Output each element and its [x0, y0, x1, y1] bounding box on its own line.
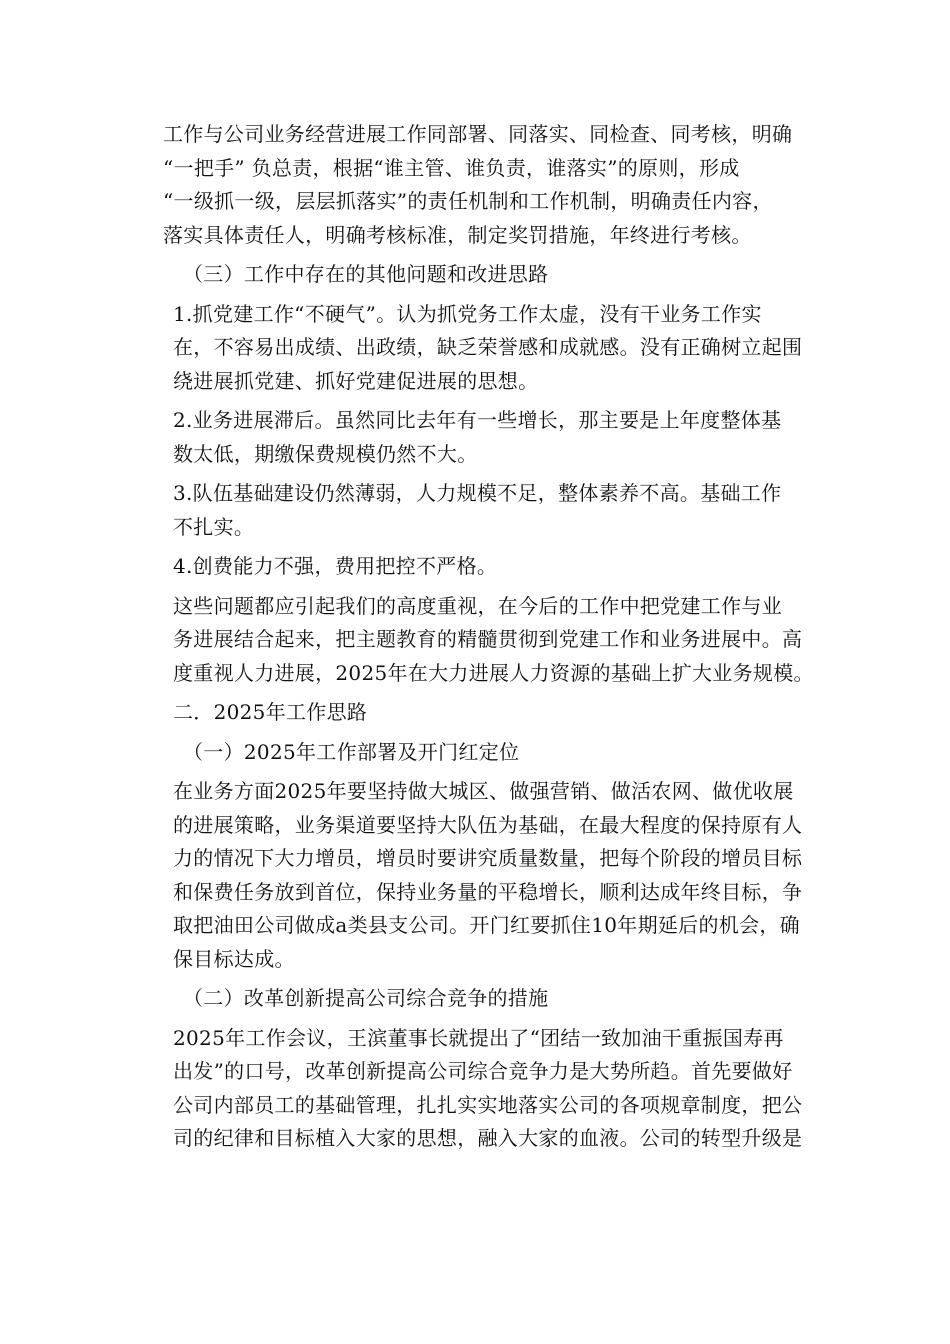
text-line: 公司内部员工的基础管理，扎扎实实地落实公司的各项规章制度，把公 — [173, 1092, 803, 1117]
text-line: 1.抓党建工作“不硬气”。认为抓党务工作太虚，没有干业务工作实 — [173, 301, 762, 326]
paragraph-para-4 — [163, 1022, 803, 1156]
paragraph-para-3 — [163, 775, 803, 976]
text-line: 的进展策略，业务渠道要坚持大队伍为基础，在最大程度的保持原有人 — [173, 812, 803, 837]
text-line: 取把油田公司做成a类县支公司。开门红要抓住10年期延后的机会，确 — [173, 913, 800, 937]
text-line: 保目标达成。 — [173, 946, 295, 971]
text-line: （二）改革创新提高公司综合竞争的措施 — [183, 986, 549, 1010]
text-line: “一把手” 负总责，根据“谁主管、谁负责，谁落实”的原则，形成 — [163, 155, 740, 180]
text-line: 二．2025年工作思路 — [173, 700, 368, 724]
paragraph-heading-2-2 — [163, 982, 803, 1016]
paragraph-item-2 — [163, 404, 803, 471]
text-line: 在业务方面2025年要坚持做大城区、做强营销、做活农网、做优收展 — [173, 779, 794, 803]
text-line: 度重视人力进展，2025年在大力进展人力资源的基础上扩大业务规模。 — [173, 660, 814, 685]
text-line: 绕进展抓党建、抓好党建促进展的思想。 — [173, 368, 539, 393]
text-line: 落实具体责任人，明确考核标准，制定奖罚措施，年终进行考核。 — [163, 222, 752, 247]
text-line: 和保费任务放到首位，保持业务量的平稳增长，顺利达成年终目标，争 — [173, 879, 803, 904]
paragraph-item-1 — [163, 298, 803, 399]
text-line: 这些问题都应引起我们的高度重视，在今后的工作中把党建工作与业 — [173, 593, 782, 618]
paragraph-heading-2-1 — [163, 736, 803, 770]
text-line: 司的纪律和目标植入大家的思想，融入大家的血液。公司的转型升级是 — [173, 1126, 803, 1150]
text-line: 4.创费能力不强，费用把控不严格。 — [173, 554, 498, 578]
text-line: （三）工作中存在的其他问题和改进思路 — [183, 262, 549, 286]
text-line: 出发”的口号，改革创新提高公司综合竞争力是大势所趋。首先要做好 — [173, 1059, 793, 1083]
text-line: 不扎实。 — [173, 514, 255, 539]
text-line: 数太低，期缴保费规模仍然不大。 — [173, 441, 478, 466]
text-line: 务进展结合起来，把主题教育的精髓贯彻到党建工作和业务进展中。高 — [173, 627, 803, 651]
paragraph-heading-2 — [163, 696, 803, 730]
text-line: 2.业务进展滞后。虽然同比去年有一些增长，那主要是上年度整体基 — [173, 408, 782, 432]
text-line: 在，不容易出成绩、出政绩，缺乏荣誉感和成就感。没有正确树立起围 — [173, 335, 803, 359]
text-line: “一级抓一级，层层抓落实”的责任机制和工作机制，明确责任内容， — [163, 189, 773, 213]
paragraph-heading-3 — [163, 258, 803, 292]
paragraph-item-4 — [163, 550, 803, 584]
text-line: 工作与公司业务经营进展工作同部署、同落实、同检查、同考核，明确 — [163, 122, 793, 146]
paragraph-para-2 — [163, 590, 814, 691]
text-line: 3.队伍基础建设仍然薄弱，人力规模不足，整体素养不高。基础工作 — [173, 481, 782, 505]
document-body — [163, 118, 814, 1156]
text-line: 力的情况下大力增员，增员时要讲究质量数量，把每个阶段的增员目标 — [173, 846, 803, 870]
paragraph-item-3 — [163, 477, 803, 544]
paragraph-para-1 — [163, 118, 803, 252]
text-line: 2025年工作会议，王滨董事长就提出了“团结一致加油干重振国寿再 — [173, 1025, 784, 1050]
text-line: （一）2025年工作部署及开门红定位 — [183, 739, 520, 764]
